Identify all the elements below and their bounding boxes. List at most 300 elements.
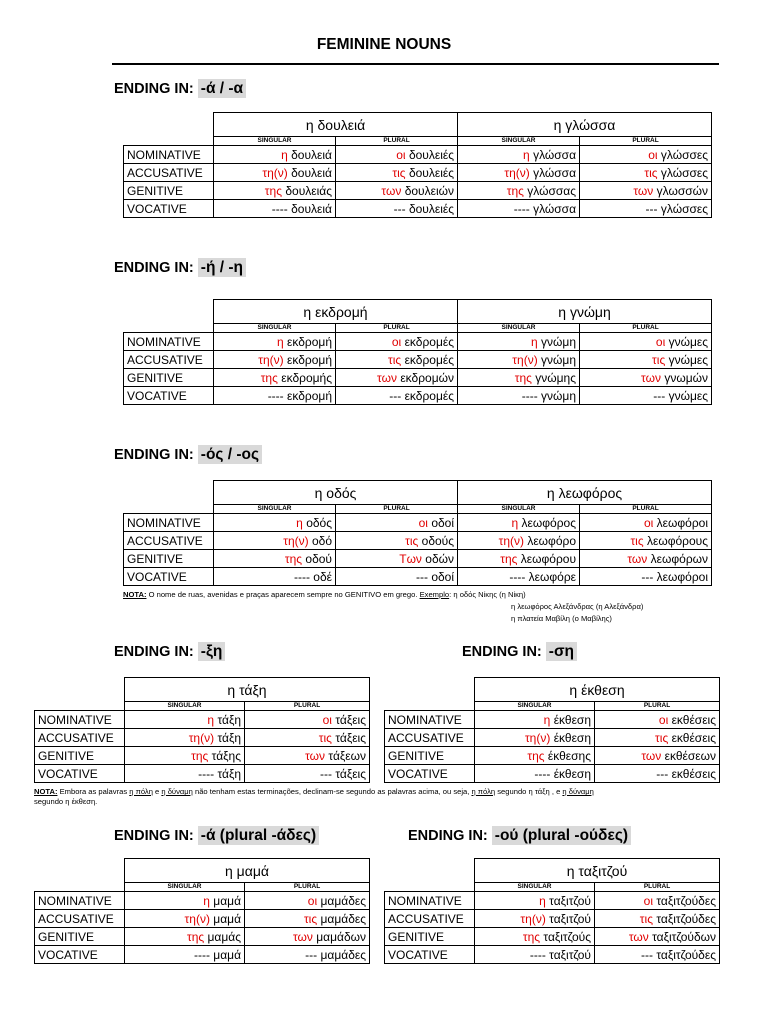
singular-form (125, 765, 245, 783)
word-form: λεωφόροι (656, 515, 709, 530)
singular-form (214, 532, 336, 550)
plural-form (595, 711, 720, 729)
note-text: e (152, 787, 162, 796)
case-label: VOCATIVE (124, 568, 214, 586)
plural-form (336, 146, 458, 164)
singular-form (214, 550, 336, 568)
word-form: εκθέσεις (671, 712, 717, 727)
word-form: οδούς (421, 533, 455, 548)
case-label: ACCUSATIVE (35, 910, 125, 928)
noun-title: η οδός (214, 481, 458, 505)
article: οι (648, 147, 658, 162)
heading-label: ENDING IN: (114, 81, 194, 97)
singular-header: SINGULAR (214, 324, 336, 333)
plural-form (336, 333, 458, 351)
word-form: ταξιτζούς (543, 929, 591, 944)
case-label: VOCATIVE (385, 765, 475, 783)
plural-header: PLURAL (595, 702, 720, 711)
article: τη(ν) (283, 533, 309, 548)
article: τις (652, 352, 666, 367)
heading-label: ENDING IN: (114, 828, 194, 844)
article: τη(ν) (524, 730, 551, 745)
number-header-row (35, 883, 370, 892)
article: οι (643, 515, 654, 530)
singular-form (214, 568, 336, 586)
article: ---- (267, 388, 284, 403)
case-label: NOMINATIVE (124, 514, 214, 532)
note-example-label: Exemplo (419, 590, 450, 599)
noun-header-row (385, 859, 720, 883)
singular-form (214, 351, 336, 369)
case-label: NOMINATIVE (35, 892, 125, 910)
plural-form (580, 369, 712, 387)
note-word: η πόλη (129, 787, 153, 796)
singular-form (458, 146, 580, 164)
word-form: λεωφόρου (520, 551, 577, 566)
singular-form (214, 164, 336, 182)
word-form: μαμάδων (316, 929, 366, 944)
noun-title: η τάξη (125, 678, 370, 702)
singular-form (214, 182, 336, 200)
word-form: έκθεση (553, 730, 591, 745)
note-example-colon: : (449, 590, 454, 599)
article: της (260, 370, 278, 385)
table-row (385, 747, 720, 765)
word-form: λεωφόρων (650, 551, 709, 566)
word-form: δουλειά (291, 201, 332, 216)
word-form: ταξιτζού (549, 893, 591, 908)
case-label: GENITIVE (385, 928, 475, 946)
word-form: τάξη (217, 766, 241, 781)
declension-table-ekdromi-gnomi (123, 299, 712, 405)
note-text: não tenham estas terminações, declinam-se segundo as palavras acima, ou seja, (192, 787, 472, 796)
blank-cell (385, 702, 475, 711)
table-row (124, 514, 712, 532)
word-form: γνώμη (541, 334, 576, 349)
plural-form (580, 182, 712, 200)
word-form: γλώσσες (660, 147, 709, 162)
heading-suffix: -ός / -ος (198, 445, 262, 464)
plural-form (595, 892, 720, 910)
word-form: δουλειές (408, 201, 455, 216)
plural-form (336, 514, 458, 532)
plural-form (595, 928, 720, 946)
word-form: γνώμες (668, 334, 708, 349)
word-form: δουλειές (408, 147, 455, 162)
article: της (506, 183, 524, 198)
article: οι (391, 334, 402, 349)
noun-title: η ταξιτζού (475, 859, 720, 883)
word-form: γνώμη (541, 352, 576, 367)
article: της (284, 551, 303, 566)
article: τις (644, 165, 658, 180)
noun-header-row (35, 678, 370, 702)
singular-form (475, 910, 595, 928)
article: η (531, 334, 538, 349)
note-example-3: η πλατεία Μαβίλη (ο Μαβίλης) (511, 614, 612, 623)
article: οι (655, 334, 666, 349)
noun-header-row (124, 300, 712, 324)
note-example-2: η λεωφόρος Αλεξάνδρας (η Αλεξάνδρα) (511, 602, 644, 611)
declension-table-taxitzou (384, 858, 720, 964)
table-row (124, 164, 712, 182)
singular-header: SINGULAR (458, 505, 580, 514)
article: της (500, 551, 518, 566)
blank-cell (35, 702, 125, 711)
word-form: οδοί (431, 569, 455, 584)
plural-form (580, 351, 712, 369)
word-form: λεωφόροι (656, 569, 709, 584)
article: της (264, 183, 282, 198)
singular-form (475, 765, 595, 783)
word-form: γλώσσας (527, 183, 577, 198)
word-form: ταξιτζούδων (652, 929, 716, 944)
case-label: NOMINATIVE (124, 146, 214, 164)
case-label: ACCUSATIVE (124, 164, 214, 182)
word-form: τάξης (211, 748, 241, 763)
singular-form (125, 892, 245, 910)
word-form: μαμάς (207, 929, 241, 944)
word-form: εκδρομές (404, 334, 454, 349)
word-form: μαμάδες (320, 947, 366, 962)
article: τη(ν) (520, 911, 546, 926)
table-row (124, 200, 712, 218)
heading-label: ENDING IN: (462, 644, 542, 660)
article: των (641, 370, 661, 385)
word-form: δουλειάς (285, 183, 332, 198)
plural-form (595, 910, 720, 928)
word-form: εκδρομές (404, 388, 454, 403)
table-row (35, 910, 370, 928)
heading-label: ENDING IN: (114, 644, 194, 660)
singular-form (125, 928, 245, 946)
noun-title: η έκθεση (475, 678, 720, 702)
title-rule (112, 63, 719, 65)
article: ---- (521, 388, 538, 403)
word-form: λεωφόρο (527, 533, 577, 548)
article: τις (639, 911, 653, 926)
article: τη(ν) (184, 911, 210, 926)
section-heading-a (114, 80, 246, 98)
singular-form (458, 164, 580, 182)
plural-form (336, 351, 458, 369)
word-form: γλώσσα (533, 147, 577, 162)
article: οι (307, 893, 318, 908)
note-word: η δύναμη (562, 787, 594, 796)
plural-form (336, 200, 458, 218)
word-form: μαμάδες (320, 911, 366, 926)
noun-header-row (124, 481, 712, 505)
noun-header-row (124, 113, 712, 137)
word-form: γλώσσα (533, 201, 577, 216)
case-label: GENITIVE (124, 182, 214, 200)
article: --- (645, 201, 658, 216)
word-form: ταξιτζούδες (656, 911, 716, 926)
table-row (124, 182, 712, 200)
word-form: δουλειά (291, 165, 332, 180)
plural-form (245, 747, 370, 765)
word-form: δουλειά (291, 147, 332, 162)
table-row (124, 387, 712, 405)
heading-suffix: -ά (plural -άδες) (198, 826, 319, 845)
plural-form (245, 729, 370, 747)
blank-cell (124, 481, 214, 505)
case-label: ACCUSATIVE (385, 729, 475, 747)
table-row (35, 711, 370, 729)
noun-title: η δουλειά (214, 113, 458, 137)
article: Των (399, 551, 422, 566)
article: τη(ν) (258, 352, 284, 367)
plural-form (595, 747, 720, 765)
word-form: γνωμών (664, 370, 708, 385)
article: των (633, 183, 654, 198)
article: οι (658, 712, 669, 727)
singular-form (458, 182, 580, 200)
article: η (281, 147, 288, 162)
word-form: λεωφόρους (646, 533, 709, 548)
word-form: εκθέσεων (664, 748, 717, 763)
word-form: οδού (305, 551, 332, 566)
article: των (641, 748, 662, 763)
plural-header: PLURAL (336, 137, 458, 146)
word-form: τάξη (217, 730, 241, 745)
article: ---- (193, 947, 210, 962)
note-text: Embora as palavras (57, 787, 130, 796)
word-form: λεωφόρος (521, 515, 577, 530)
article: --- (641, 947, 653, 962)
table-row (35, 928, 370, 946)
plural-form (580, 532, 712, 550)
heading-label: ENDING IN: (408, 828, 488, 844)
word-form: γνώμες (668, 388, 708, 403)
word-form: εκδρομών (400, 370, 454, 385)
singular-form (458, 369, 580, 387)
table-row (385, 946, 720, 964)
word-form: οδός (306, 515, 332, 530)
plural-form (245, 928, 370, 946)
singular-form (475, 711, 595, 729)
article: τη(ν) (188, 730, 215, 745)
plural-form (336, 532, 458, 550)
article: οι (396, 147, 406, 162)
heading-suffix: -ού (plural -ούδες) (492, 826, 631, 845)
table-row (35, 729, 370, 747)
singular-header: SINGULAR (125, 702, 245, 711)
word-form: ταξιτζούδες (656, 893, 716, 908)
noun-title: η γνώμη (458, 300, 712, 324)
plural-form (580, 333, 712, 351)
word-form: γνώμες (668, 352, 708, 367)
plural-form (336, 164, 458, 182)
article: της (522, 929, 541, 944)
plural-form (595, 729, 720, 747)
plural-form (245, 765, 370, 783)
plural-form (336, 369, 458, 387)
case-label: NOMINATIVE (124, 333, 214, 351)
article: ---- (509, 569, 526, 584)
plural-form (595, 946, 720, 964)
article: οι (643, 893, 653, 908)
singular-form (125, 910, 245, 928)
word-form: γλώσσα (533, 165, 577, 180)
article: τη(ν) (512, 352, 538, 367)
table-row (35, 765, 370, 783)
singular-form (214, 333, 336, 351)
case-label: ACCUSATIVE (385, 910, 475, 928)
blank-cell (35, 883, 125, 892)
case-label: NOMINATIVE (385, 892, 475, 910)
number-header-row (385, 883, 720, 892)
article: --- (319, 766, 332, 781)
word-form: εκθέσεις (671, 730, 717, 745)
word-form: μαμά (213, 893, 241, 908)
article: τη(ν) (498, 533, 524, 548)
declension-table-mama (34, 858, 370, 964)
table-row (385, 765, 720, 783)
word-form: γνώμης (535, 370, 576, 385)
plural-form (580, 514, 712, 532)
article: των (305, 748, 326, 763)
case-label: NOMINATIVE (385, 711, 475, 729)
article: η (539, 893, 546, 908)
word-form: έκθεση (553, 712, 591, 727)
word-form: οδό (311, 533, 332, 548)
word-form: μαμάδες (320, 893, 366, 908)
blank-cell (124, 300, 214, 324)
table-row (385, 711, 720, 729)
word-form: ταξιτζού (549, 911, 591, 926)
section-heading-si (462, 643, 577, 661)
plural-form (245, 892, 370, 910)
plural-header: PLURAL (595, 883, 720, 892)
singular-form (458, 200, 580, 218)
plural-form (336, 568, 458, 586)
blank-cell (124, 324, 214, 333)
blank-cell (35, 859, 125, 883)
article: οι (418, 515, 428, 530)
plural-header: PLURAL (245, 883, 370, 892)
article: η (543, 712, 551, 727)
singular-form (214, 514, 336, 532)
declension-table-ekthesi (384, 677, 720, 783)
word-form: λεωφόρε (528, 569, 577, 584)
article: η (296, 515, 303, 530)
number-header-row (124, 505, 712, 514)
word-form: ταξιτζούδες (656, 947, 716, 962)
heading-label: ENDING IN: (114, 447, 194, 463)
note-example-1: η οδός Νίκης (η Νίκη) (453, 590, 526, 599)
word-form: μαμά (213, 947, 241, 962)
noun-title: η εκδρομή (214, 300, 458, 324)
section-heading-os (114, 446, 262, 464)
article: --- (389, 388, 402, 403)
noun-title: η γλώσσα (458, 113, 712, 137)
word-form: εκδρομής (281, 370, 332, 385)
plural-form (245, 711, 370, 729)
table-row (385, 729, 720, 747)
singular-form (475, 892, 595, 910)
article: των (627, 551, 648, 566)
number-header-row (124, 137, 712, 146)
number-header-row (124, 324, 712, 333)
article: τη(ν) (504, 165, 530, 180)
singular-form (125, 747, 245, 765)
word-form: έκθεση (553, 766, 591, 781)
article: --- (393, 201, 406, 216)
blank-cell (35, 678, 125, 702)
singular-form (125, 711, 245, 729)
note-label: NOTA: (123, 590, 147, 599)
article: --- (415, 569, 428, 584)
note-streets (123, 590, 526, 600)
heading-suffix: -ξη (198, 642, 226, 661)
singular-form (475, 729, 595, 747)
plural-header: PLURAL (336, 505, 458, 514)
article: της (186, 929, 205, 944)
case-label: GENITIVE (124, 550, 214, 568)
article: ---- (198, 766, 215, 781)
article: τις (392, 165, 406, 180)
section-heading-ades (114, 827, 319, 845)
singular-form (125, 729, 245, 747)
plural-form (245, 946, 370, 964)
singular-form (458, 387, 580, 405)
word-form: έκθεσης (547, 748, 591, 763)
blank-cell (124, 113, 214, 137)
table-row (124, 351, 712, 369)
singular-header: SINGULAR (475, 702, 595, 711)
word-form: οδοί (431, 515, 455, 530)
article: τις (405, 533, 419, 548)
plural-form (580, 164, 712, 182)
word-form: γλώσσες (660, 165, 709, 180)
word-form: γλωσσών (656, 183, 709, 198)
case-label: VOCATIVE (35, 946, 125, 964)
plural-form (595, 765, 720, 783)
word-form: δουλειών (404, 183, 455, 198)
note-text: segundo η τάξη , e (495, 787, 563, 796)
case-label: ACCUSATIVE (35, 729, 125, 747)
plural-header: PLURAL (245, 702, 370, 711)
plural-form (580, 550, 712, 568)
case-label: VOCATIVE (385, 946, 475, 964)
singular-form (458, 333, 580, 351)
singular-header: SINGULAR (214, 137, 336, 146)
word-form: τάξεις (335, 766, 366, 781)
article: ---- (271, 201, 288, 216)
article: των (381, 183, 402, 198)
article: της (514, 370, 532, 385)
case-label: ACCUSATIVE (124, 532, 214, 550)
table-row (385, 892, 720, 910)
section-heading-oudes (408, 827, 631, 845)
plural-header: PLURAL (336, 324, 458, 333)
section-heading-e (114, 259, 246, 277)
case-label: GENITIVE (385, 747, 475, 765)
word-form: τάξεων (328, 748, 366, 763)
singular-form (214, 387, 336, 405)
note-word: η πόλη (471, 787, 496, 796)
article: των (292, 929, 313, 944)
word-form: γλώσσες (660, 201, 709, 216)
plural-header: PLURAL (580, 505, 712, 514)
noun-header-row (35, 859, 370, 883)
table-row (385, 928, 720, 946)
case-label: VOCATIVE (35, 765, 125, 783)
plural-form (245, 910, 370, 928)
heading-label: ENDING IN: (114, 260, 194, 276)
article: --- (305, 947, 318, 962)
